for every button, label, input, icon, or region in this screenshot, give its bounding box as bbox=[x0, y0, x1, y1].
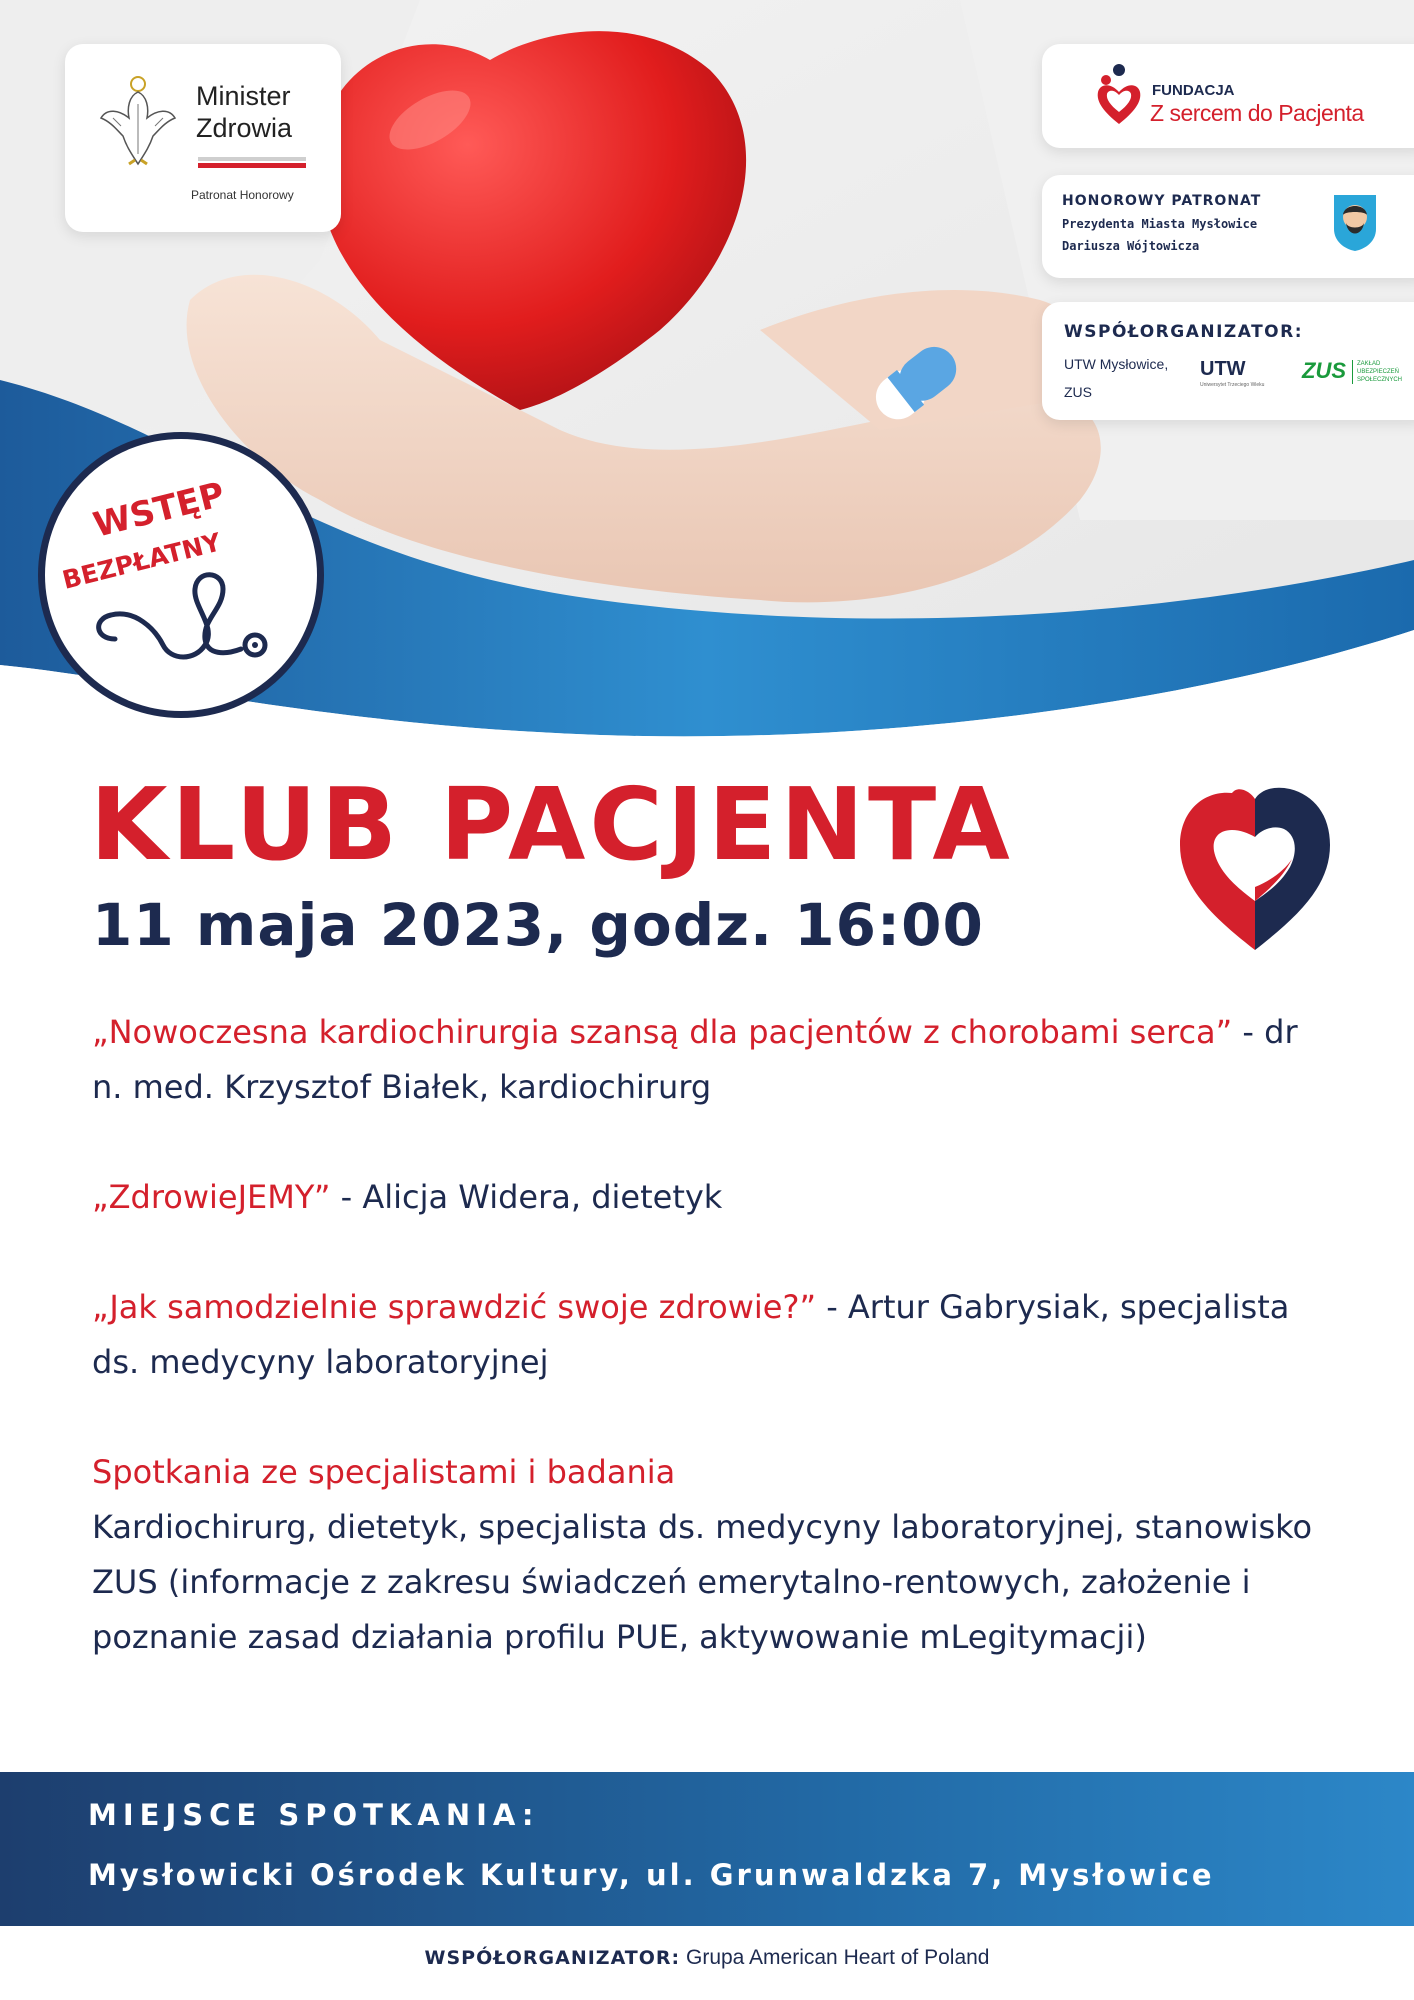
heart-logo-icon bbox=[1180, 775, 1330, 955]
fundacja-heart-icon bbox=[1094, 62, 1144, 128]
meeting-place-band bbox=[0, 1772, 1414, 1926]
honorary-patron-line3: Dariusza Wójtowicza bbox=[1062, 239, 1200, 253]
stethoscope-icon bbox=[45, 439, 317, 711]
free-entry-badge bbox=[38, 432, 324, 718]
program-item bbox=[92, 1005, 1322, 1115]
page-title: KLUB PACJENTA bbox=[90, 766, 1014, 883]
zus-logo: ZUS bbox=[1302, 358, 1346, 383]
program-speaker: - Artur Gabrysiak, specjalista ds. medycyny laboratoryjnej bbox=[92, 1288, 1290, 1381]
utw-logo: UTW bbox=[1200, 358, 1246, 380]
meeting-place-heading: MIEJSCE SPOTKANIA: bbox=[88, 1798, 540, 1832]
free-entry-line1: WSTĘP bbox=[89, 474, 229, 546]
patronat-honorowy-label: Patronat Honorowy bbox=[191, 188, 294, 202]
honorary-patron-heading: HONOROWY PATRONAT bbox=[1062, 193, 1262, 209]
flag-white-stripe bbox=[198, 157, 306, 161]
meetings-section bbox=[92, 1445, 1322, 1665]
utw-logo-subtitle: Uniwersytet Trzeciego Wieku bbox=[1200, 382, 1265, 388]
flag-red-stripe bbox=[198, 163, 306, 168]
white-eagle-icon bbox=[99, 74, 177, 170]
honorary-patron-line2: Prezydenta Miasta Mysłowice bbox=[1062, 217, 1258, 231]
coorganizer-names-line2: ZUS bbox=[1064, 384, 1092, 400]
program-speaker: - Alicja Widera, dietetyk bbox=[330, 1178, 723, 1216]
meetings-title: Spotkania ze specjalistami i badania bbox=[92, 1453, 676, 1491]
meetings-text: Kardiochirurg, dietetyk, specjalista ds. medycyny laboratoryjnej, stanowisko ZUS (informacje z zakresu świadczeń emerytalno-rentowych, założenie i poznanie zasad działania profilu PUE, aktywowanie mLegitymacji) bbox=[92, 1508, 1313, 1656]
meeting-place-address: Mysłowicki Ośrodek Kultury, ul. Grunwaldzka 7, Mysłowice bbox=[88, 1858, 1215, 1892]
fundacja-logo-box bbox=[1042, 44, 1414, 148]
program-topic: „Jak samodzielnie sprawdzić swoje zdrowie?” bbox=[92, 1288, 817, 1326]
coorganizer-heading: WSPÓŁORGANIZATOR: bbox=[1064, 322, 1304, 342]
city-crest-icon bbox=[1332, 193, 1378, 253]
honorary-patron-box bbox=[1042, 175, 1414, 278]
fundacja-line2: Z sercem do Pacjenta bbox=[1150, 100, 1364, 126]
minister-line2: Zdrowia bbox=[196, 113, 293, 143]
program-topic: „Nowoczesna kardiochirurgia szansą dla pacjentów z chorobami serca” bbox=[92, 1013, 1233, 1051]
footer-coorganizer bbox=[0, 1946, 1414, 1970]
minister-zdrowia-logo bbox=[65, 44, 341, 232]
event-date: 11 maja 2023, godz. 16:00 bbox=[92, 891, 984, 959]
coorganizer-names-line1: UTW Mysłowice, bbox=[1064, 356, 1169, 372]
fundacja-line1: FUNDACJA bbox=[1152, 82, 1235, 99]
program-speaker: - dr n. med. Krzysztof Białek, kardiochirurg bbox=[92, 1013, 1298, 1106]
program-topic: „ZdrowieJEMY” bbox=[92, 1178, 331, 1216]
program-item bbox=[92, 1280, 1322, 1390]
free-entry-line2: BEZPŁATNY bbox=[59, 527, 224, 595]
footer-label: WSPÓŁORGANIZATOR: bbox=[424, 1947, 681, 1969]
footer-value: Grupa American Heart of Poland bbox=[680, 1946, 990, 1969]
zus-logo-subtitle: ZAKŁAD UBEZPIECZEŃ SPOŁECZNYCH bbox=[1352, 360, 1414, 384]
coorganizer-box bbox=[1042, 302, 1414, 420]
minister-line1: Minister bbox=[196, 81, 291, 111]
program-item bbox=[92, 1170, 1322, 1225]
program-list bbox=[92, 1005, 1322, 1665]
